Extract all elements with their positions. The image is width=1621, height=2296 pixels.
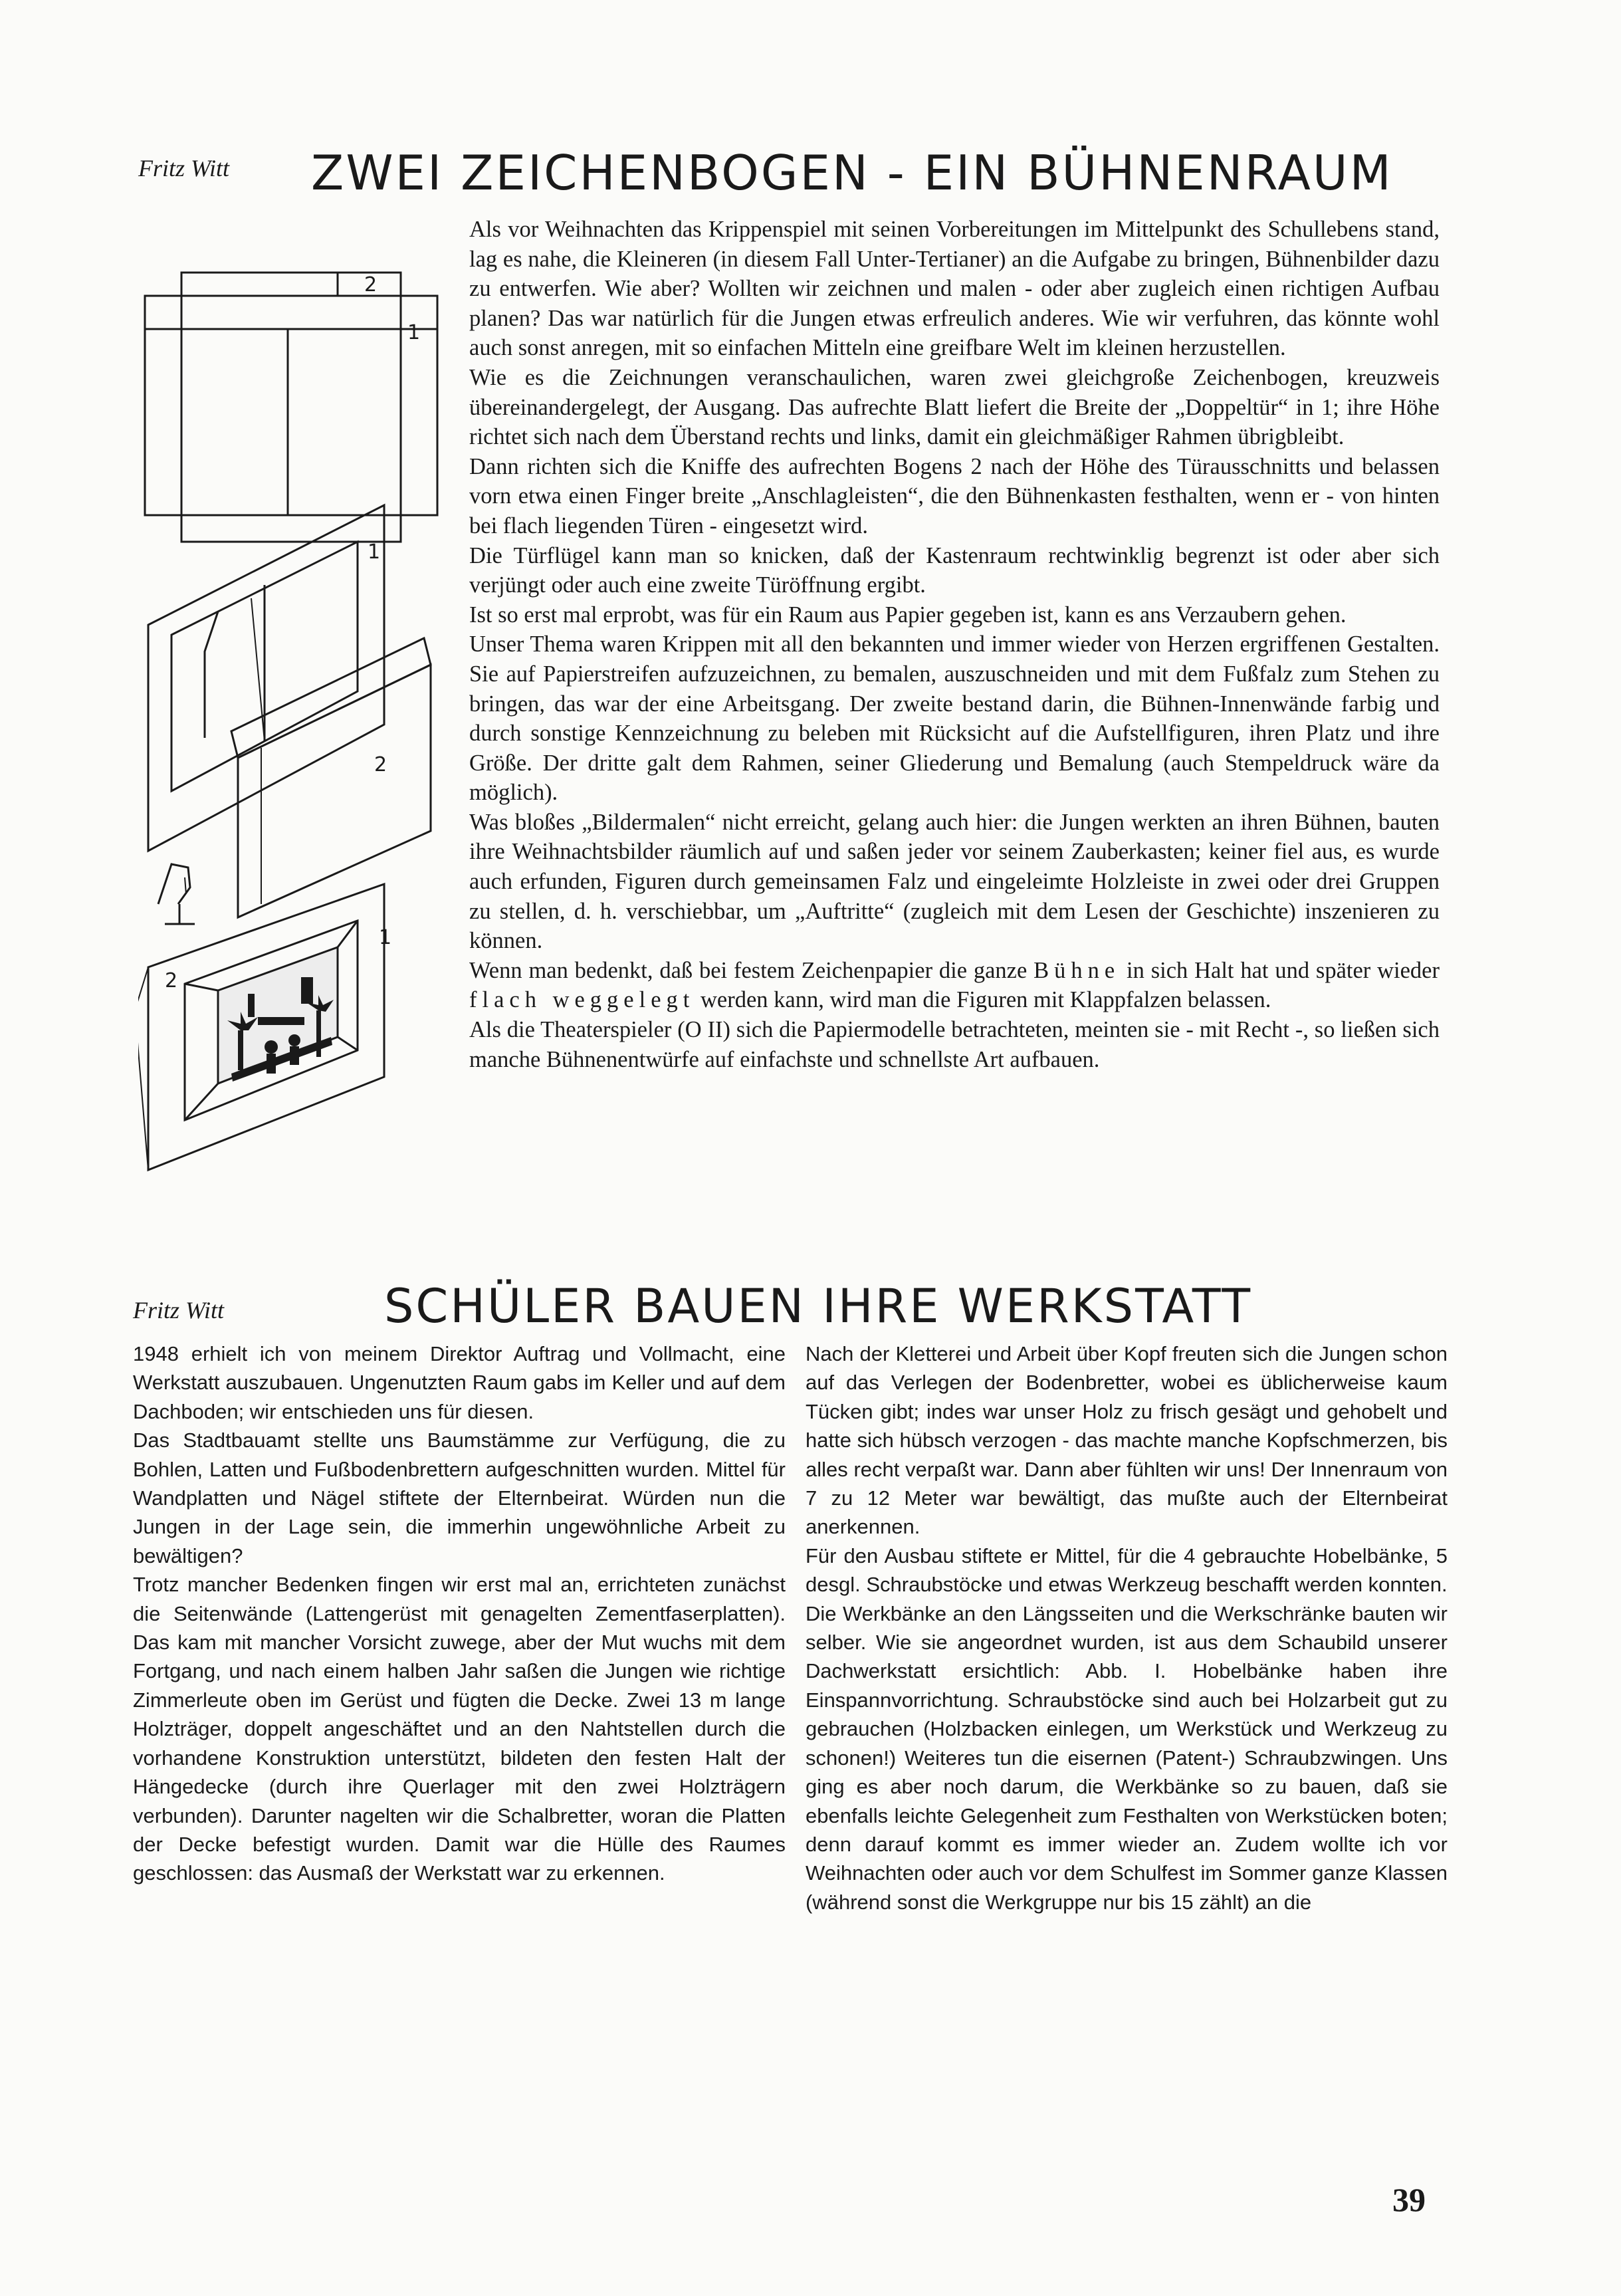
page-number: 39: [1392, 2181, 1426, 2218]
finished-stage-diagram: [138, 884, 384, 1170]
article-2-author: Fritz Witt: [133, 1297, 225, 1323]
folded-door-diagram: [148, 505, 431, 924]
article-1-author: Fritz Witt: [138, 155, 230, 181]
figure-label: 1: [368, 540, 381, 564]
crossed-sheets-diagram: [145, 273, 437, 542]
paragraph-text: Wenn man bedenkt, daß bei festem Zeichenpapier die ganze: [469, 957, 1034, 983]
figure-label: 2: [364, 273, 378, 296]
article-2-title: SCHÜLER BAUEN IHRE WERKSTATT: [384, 1279, 1253, 1333]
figure-label: 1: [379, 926, 392, 949]
article-1-body: [469, 215, 1440, 1074]
figure-label: 2: [165, 969, 178, 992]
paragraph-text: in sich Halt hat und später wieder: [1120, 957, 1440, 983]
paragraph: Als vor Weihnachten das Krippenspiel mit seinen Vorbereitungen im Mittelpunkt des Schullebens stand, lag es nahe, die Kleineren (in diesem Fall Unter-Tertianer) an die Aufgabe zu bringen, Bühnenbilder dazu zu entwerfen. Wie aber? Wollten wir zeichnen und malen - oder aber zugleich einen richtigen Aufbau planen? Das war natürlich für die Jungen etwas erfreulich anderes. Wie wir verfuhren, das könnte wohl auch sonst anregen, mit so einfachen Mitteln eine greifbare Welt im kleinen herzustellen.: [469, 217, 1440, 361]
spaced-emphasis: flach weggelegt: [469, 987, 695, 1013]
paragraph: Das Stadtbauamt stellte uns Baumstämme zur Verfügung, die zu Bohlen, Latten und Fußbodenbrettern aufgeschnitten wurden. Mittel für Wandplatten und Nägel stiftete der Elternbeirat. Würden nun die Jungen in der Lage sein, die immerhin ungewöhnliche Arbeit zu bewältigen?: [133, 1429, 786, 1567]
paragraph: Dann richten sich die Kniffe des aufrechten Bogens 2 nach der Höhe des Türausschnitts und belassen vorn etwa einen Finger breite „Anschlagleisten“, die den Bühnenkasten festhalten, wenn er - von hinten bei flach liegenden Türen - eingesetzt wird.: [469, 453, 1440, 538]
paragraph: Die Türflügel kann man so knicken, daß der Kastenraum rechtwinklig begrenzt ist oder aber sich verjüngt oder auch eine zweite Türöffnung ergibt.: [469, 542, 1440, 598]
spaced-emphasis: Bühne: [1033, 957, 1121, 983]
article-2-left-column: [133, 1339, 786, 1888]
paragraph: Was bloßes „Bildermalen“ nicht erreicht, gelang auch hier: die Jungen werkten an ihren Bühnen, bauten ihre Weihnachtsbilder räumlich auf und saßen jeder vor seinem Zauberkasten; keiner fiel aus, es wurde auch erfunden, Figuren durch gemeinsamen Falz und eingeleimte Holzleiste in zwei oder drei Gruppen zu stellen, d. h. verschiebbar, um „Auftritte“ (zugleich mit dem Lesen der Geschichte) inszenieren zu können.: [469, 809, 1440, 954]
paragraph: Nach der Kletterei und Arbeit über Kopf freuten sich die Jungen schon auf das Verlegen der Bodenbretter, wobei es üblicherweise kaum Tücken gibt; indes war unser Holz zu frisch gesägt und gehobelt und hatte sich hübsch verzogen - das machte manche Kopfschmerzen, bis alles recht verpaßt war. Dann aber fühlten wir uns! Der Innenraum von 7 zu 12 Meter war bewältigt, das mußte auch der Elternbeirat anerkennen.: [806, 1342, 1448, 1539]
figure-label: 1: [407, 321, 421, 344]
figure-label: 2: [374, 753, 387, 776]
paragraph: Ist so erst mal erprobt, was für ein Raum aus Papier gegeben ist, kann es ans Verzaubern gehen.: [469, 602, 1347, 628]
paragraph-text: werden kann, wird man die Figuren mit Klappfalzen belassen.: [695, 987, 1271, 1013]
paragraph: Als die Theaterspieler (O II) sich die Papiermodelle betrachteten, meinten sie - mit Recht -, so ließen sich manche Bühnenentwürfe auf einfachste und schnellste Art aufbauen.: [469, 1017, 1440, 1072]
paragraph: Wie es die Zeichnungen veranschaulichen, waren zwei gleichgroße Zeichenbogen, kreuzweis übereinandergelegt, der Ausgang. Das aufrechte Blatt liefert die Breite der „Doppeltür“ in 1; ihre Höhe richtet sich nach dem Überstand rechts und links, damit ein gleichmäßiger Rahmen übrigbleibt.: [469, 364, 1440, 450]
article-2-right-column: [806, 1339, 1448, 1916]
paragraph: Trotz mancher Bedenken fingen wir erst mal an, errichteten zunächst die Seitenwände (Lattengerüst mit genagelten Zementfaserplatten). Das kam mit mancher Vorsicht zuwege, aber der Mut wuchs mit dem Fortgang, und nach einem halben Jahr saßen die Jungen wie richtige Zimmerleute oben im Gerüst und fügten die Decke. Zwei 13 m lange Holzträger, doppelt angeschäftet und an den Nahtstellen durch die vorhandene Konstruktion unterstützt, bildeten den festen Halt der Hängedecke (durch ihre Querlager mit den zwei Holzträgern verbunden). Darunter nagelten wir die Schalbretter, woran die Platten der Decke befestigt wurden. Damit war die Hülle des Raumes geschlossen: das Ausmaß der Werkstatt war zu erkennen.: [133, 1573, 786, 1885]
paragraph: 1948 erhielt ich von meinem Direktor Auftrag und Vollmacht, eine Werkstatt auszubauen. Ungenutzten Raum gabs im Keller und auf dem Dachboden; wir entschieden uns für diesen.: [133, 1342, 786, 1423]
paper-stage-figure: [138, 266, 451, 1183]
paragraph: Unser Thema waren Krippen mit all den bekannten und immer wieder von Herzen ergriffenen Gestalten. Sie auf Papierstreifen aufzuzeichnen, zu bemalen, auszuschneiden und mit dem Fußfalz zum Stehen zu bringen, das war der eine Arbeitsgang. Der zweite bestand darin, die Bühnen-Innenwände farbig und durch sonstige Kennzeichnung zu beleben mit Rücksicht auf die Aufstellfiguren, ihren Platz und ihre Größe. Der dritte galt dem Rahmen, seiner Gliederung und Bemalung (auch Stempeldruck wäre da möglich).: [469, 631, 1440, 806]
paragraph: [469, 956, 1440, 1015]
paragraph: Für den Ausbau stiftete er Mittel, für die 4 gebrauchte Hobelbänke, 5 desgl. Schraubstöcke und etwas Werkzeug beschafft werden konnten.: [806, 1544, 1448, 1597]
paragraph: Die Werkbänke an den Längsseiten und die Werkschränke bauten wir selber. Wie sie angeordnet wurden, ist aus dem Schaubild unserer Dachwerkstatt ersichtlich: Abb. I. Hobelbänke haben ihre Einspannvorrichtung. Schraubstöcke sind auch bei Holzarbeit gut zu gebrauchen (Holzbacken einlegen, um Werkstück und Werkzeug zu schonen!) Weiteres tun die eisernen (Patent-) Schraubzwingen. Uns ging es aber noch darum, die Werkbänke so zu bauen, daß sie ebenfalls leichte Gelegenheit zum Festhalten von Werkstücken boten; denn darauf kommt es immer wieder an. Zudem wollte ich vor Weihnachten oder auch vor dem Schulfest im Sommer ganze Klassen (während sonst die Werkgruppe nur bis 15 zählt) an die: [806, 1601, 1448, 1914]
article-1-title: ZWEI ZEICHENBOGEN - EIN BÜHNENRAUM: [311, 145, 1393, 201]
